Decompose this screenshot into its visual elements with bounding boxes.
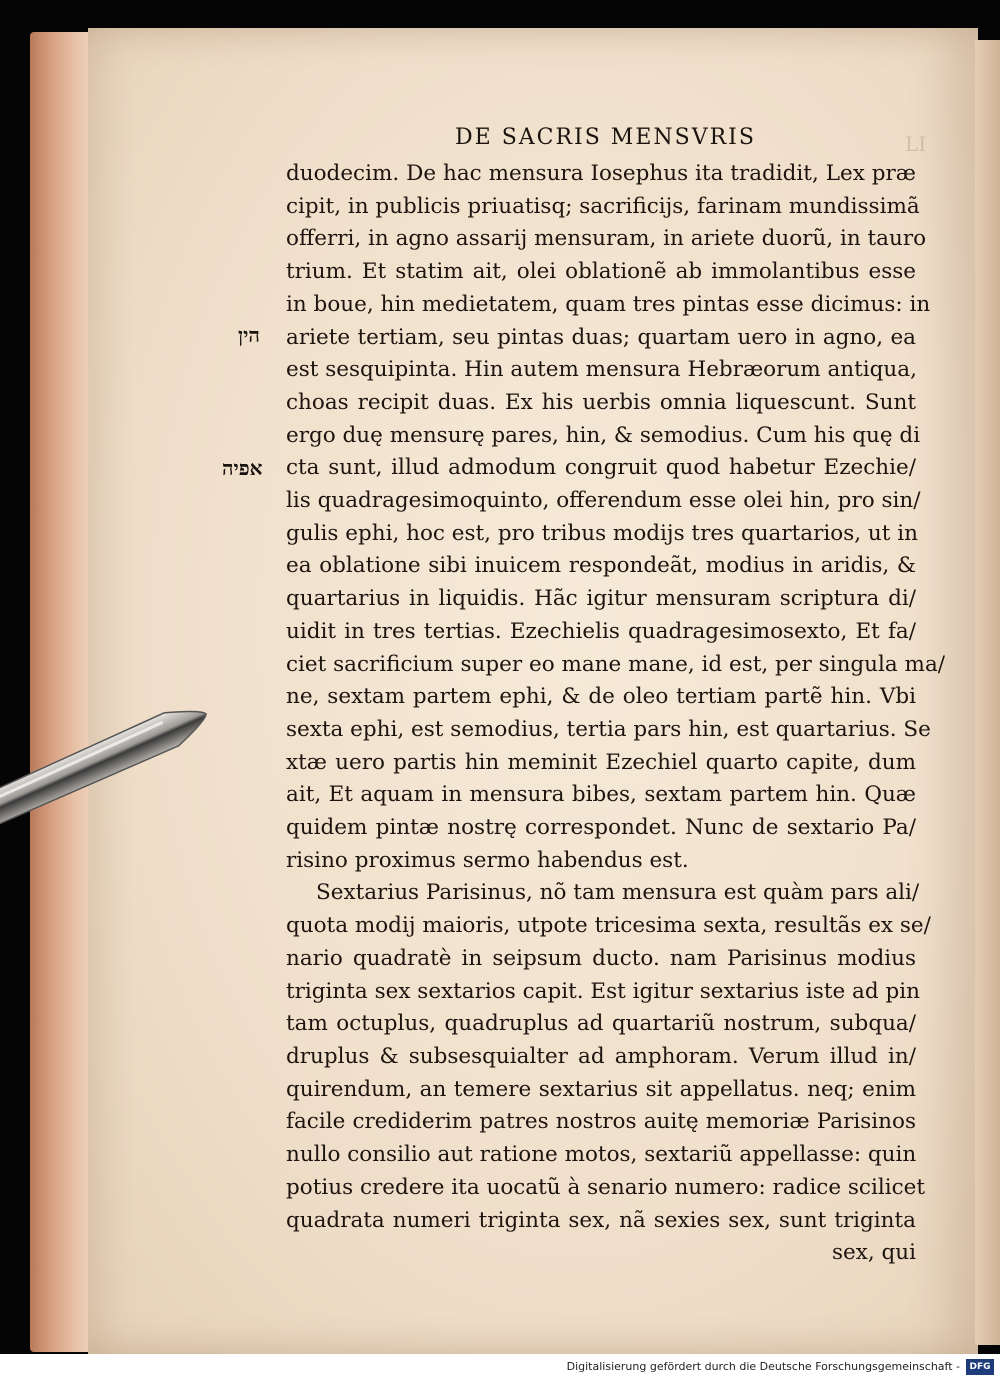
text-line: cipit, in publicis priuatisq; sacrificijs, farinam mundissimã (286, 193, 920, 219)
text-line: trium. Et statim ait, olei oblationẽ ab immolantibus esse (286, 259, 916, 285)
bleed-through-mark: LI (905, 132, 927, 156)
footer-text: Digitalisierung gefördert durch die Deutsche Forschungsgemeinschaft - (566, 1360, 960, 1373)
text-line: ariete tertiam, seu pintas duas; quartam uero in agno, ea (286, 324, 916, 350)
text-line: quirendum, an temere sextarius sit appellatus. neq; enim (286, 1076, 916, 1102)
dfg-logo: DFG (966, 1359, 994, 1375)
text-line: quadrata numeri triginta sex, nã sexies sex, sunt triginta (286, 1207, 916, 1233)
margin-note-hin: הין (238, 323, 260, 347)
text-line: risino proximus sermo habendus est. (286, 847, 689, 873)
text-line: cta sunt, illud admodum congruit quod habetur Ezechie/ (286, 455, 916, 481)
text-line: tam octuplus, quadruplus ad quartariũ nostrum, subqua/ (286, 1011, 916, 1037)
text-line: nullo consilio aut ratione motos, sextariũ appellasse: quin (286, 1142, 917, 1168)
text-line: quota modij maioris, utpote tricesima sexta, resultãs ex se/ (286, 913, 931, 939)
text-line: offerri, in agno assarij mensuram, in ariete duorũ, in tauro (286, 226, 927, 252)
text-line: xtæ uero partis hin meminit Ezechiel quarto capite, dum (286, 749, 916, 775)
text-line: est sesquipinta. Hin autem mensura Hebræorum antiqua, (286, 357, 917, 383)
text-line: druplus & subsesquialter ad amphoram. Verum illud in/ (286, 1043, 916, 1069)
text-line: gulis ephi, hoc est, pro tribus modijs tres quartarios, ut in (286, 520, 918, 546)
text-line: lis quadragesimoquinto, offerendum esse olei hin, pro sin/ (286, 488, 921, 514)
text-line: triginta sex sextarios capit. Est igitur sextarius iste ad pin (286, 978, 920, 1004)
text-line: sexta ephi, est semodius, tertia pars hin, est quartarius. Se (286, 716, 931, 742)
text-line: choas recipit duas. Ex his uerbis omnia liquescunt. Sunt (286, 389, 916, 415)
text-line: ciet sacrificium super eo mane mane, id est, per singula ma/ (286, 651, 946, 677)
text-line: nario quadratè in seipsum ducto. nam Parisinus modius (286, 945, 916, 971)
running-head: DE SACRIS MENSVRIS (455, 125, 756, 150)
page-edge (30, 32, 96, 1352)
text-line: uidit in tres tertias. Ezechielis quadragesimosexto, Et fa/ (286, 618, 916, 644)
text-line: ergo duę mensurę pares, hin, & semodius. Cum his quę di (286, 422, 921, 448)
text-line: facile crediderim patres nostros auitę memoriæ Parisinos (286, 1109, 916, 1135)
text-line: ea oblatione sibi inuicem respondeãt, modius in aridis, & (286, 553, 916, 579)
text-line: duodecim. De hac mensura Iosephus ita tradidit, Lex præ (286, 161, 916, 186)
footer-bar (0, 1354, 1000, 1383)
catchword: sex, qui (831, 1240, 916, 1266)
text-line: Sextarius Parisinus, nõ tam mensura est quàm pars ali/ (316, 880, 920, 906)
text-line: potius credere ita uocatũ à senario numero: radice scilicet (286, 1174, 925, 1200)
facing-page-edge (975, 40, 1000, 1345)
text-line: quidem pintæ nostrę correspondet. Nunc de sextario Pa/ (286, 815, 916, 841)
text-line: in boue, hin medietatem, quam tres pintas esse dicimus: in (286, 291, 931, 317)
text-line: ait, Et aquam in mensura bibes, sextam partem hin. Quæ (286, 782, 916, 808)
body-text (286, 158, 946, 1270)
text-line: ne, sextam partem ephi, & de oleo tertiam partẽ hin. Vbi (286, 684, 916, 710)
margin-note-ephah: אפיה (222, 456, 263, 480)
text-line: quartarius in liquidis. Hãc igitur mensuram scriptura di/ (286, 586, 916, 612)
